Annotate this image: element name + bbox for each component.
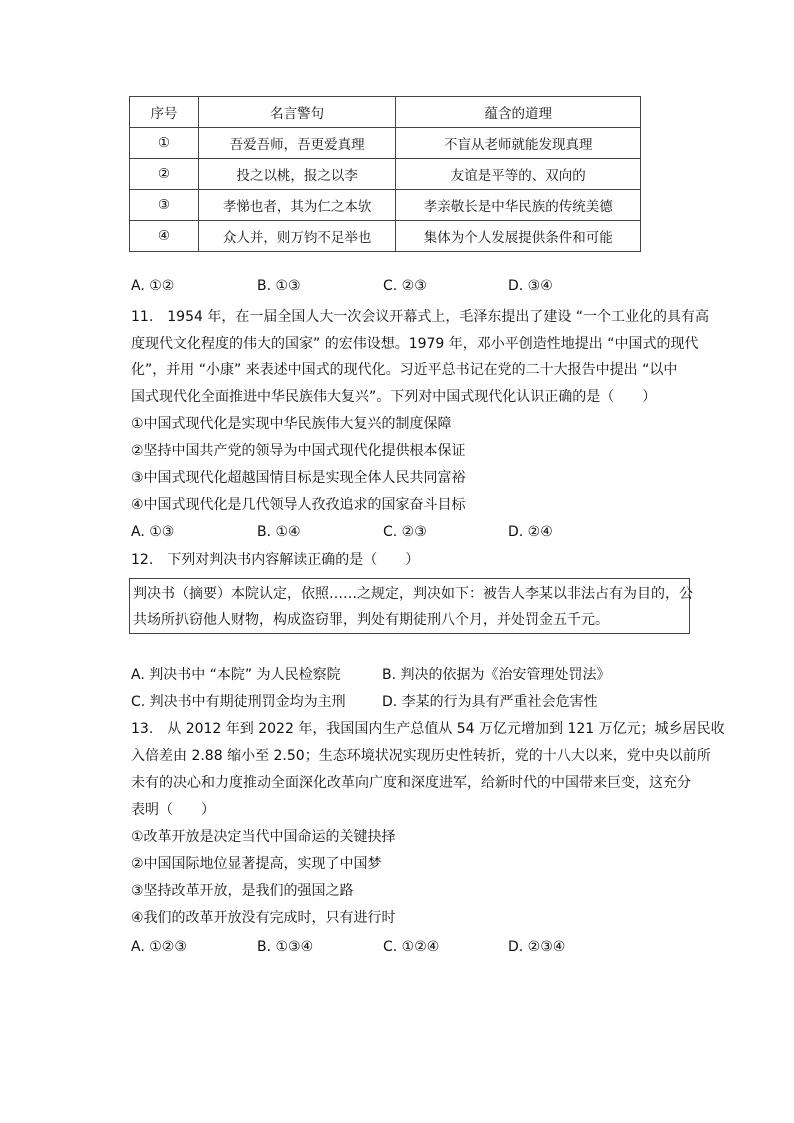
- row-meaning: 集体为个人发展提供条件和可能: [396, 221, 641, 252]
- q11-statement: ③中国式现代化超越国情目标是实现全体人民共同富裕: [131, 470, 466, 486]
- q11-statement: ①中国式现代化是实现中华民族伟大复兴的制度保障: [131, 416, 452, 432]
- table-row: [130, 128, 641, 159]
- header-index: 序号: [130, 97, 199, 128]
- q12-stem: 12. 下列对判决书内容解读正确的是（ ）: [131, 552, 420, 568]
- row-index: ④: [130, 221, 199, 252]
- row-meaning: 不盲从老师就能发现真理: [396, 128, 641, 159]
- q13-stem-line: 未有的决心和力度推动全面深化改革向广度和深度进军，给新时代的中国带来巨变，这充分: [131, 775, 691, 791]
- q11-statement: ②坚持中国共产党的领导为中国式现代化提供根本保证: [131, 443, 466, 459]
- quotes-table: [129, 96, 641, 252]
- row-meaning: 孝亲敬长是中华民族的传统美德: [396, 190, 641, 221]
- q13-stem-line: 表明（ ）: [131, 802, 215, 818]
- q10-option-d[interactable]: D. ③④: [508, 278, 553, 294]
- table-row: [130, 190, 641, 221]
- q11-stem-line: 化”，并用 “小康” 来表述中国式的现代化。习近平总书记在党的二十大报告中提出 “以中: [131, 362, 678, 378]
- q12-option-c[interactable]: C. 判决书中有期徒刑罚金均为主刑: [131, 694, 346, 710]
- q13-option-a[interactable]: A. ①②③: [131, 939, 187, 955]
- row-quote: 投之以桃，报之以李: [198, 159, 396, 190]
- q12-option-d[interactable]: D. 李某的行为具有严重社会危害性: [382, 694, 598, 710]
- judgment-line: 共场所扒窃他人财物，构成盗窃罪，判处有期徒刑八个月，并处罚金五千元。: [133, 612, 609, 628]
- row-index: ①: [130, 128, 199, 159]
- q13-option-b[interactable]: B. ①③④: [257, 939, 314, 955]
- table-header-row: [130, 97, 641, 128]
- q13-statement: ②中国国际地位显著提高，实现了中国梦: [131, 856, 382, 872]
- judgment-excerpt-box: [129, 578, 693, 634]
- row-quote: 吾爱吾师，吾更爱真理: [198, 128, 396, 159]
- q13-stem-line: 13. 从 2012 年到 2022 年，我国国内生产总值从 54 万亿元增加到 121 万亿元；城乡居民收: [131, 721, 725, 737]
- q11-stem-line: 11. 1954 年，在一届全国人大一次会议开幕式上，毛泽东提出了建设 “一个工业化的具有高: [131, 309, 710, 325]
- q10-option-a[interactable]: A. ①②: [131, 278, 175, 294]
- q13-option-d[interactable]: D. ②③④: [508, 939, 566, 955]
- q10-option-b[interactable]: B. ①③: [257, 278, 301, 294]
- table-row: [130, 221, 641, 252]
- q13-statement: ①改革开放是决定当代中国命运的关键抉择: [131, 829, 396, 845]
- header-quote: 名言警句: [198, 97, 396, 128]
- q13-statement: ③坚持改革开放，是我们的强国之路: [131, 883, 354, 899]
- q11-option-a[interactable]: A. ①③: [131, 524, 175, 540]
- header-meaning: 蕴含的道理: [396, 97, 641, 128]
- q11-statement: ④中国式现代化是几代领导人孜孜追求的国家奋斗目标: [131, 497, 466, 513]
- q12-option-b[interactable]: B. 判决的依据为《治安管理处罚法》: [382, 667, 611, 683]
- row-quote: 众人并，则万钧不足举也: [198, 221, 396, 252]
- q12-option-a[interactable]: A. 判决书中 “本院” 为人民检察院: [131, 667, 341, 683]
- q11-stem-line: 国式现代化全面推进中华民族伟大复兴”。下列对中国式现代化认识正确的是（ ）: [131, 389, 657, 405]
- q11-option-d[interactable]: D. ②④: [508, 524, 553, 540]
- row-index: ③: [130, 190, 199, 221]
- judgment-line: 判决书（摘要）本院认定，依照……之规定，判决如下：被告人李某以非法占有为目的，公: [133, 586, 693, 602]
- q10-option-c[interactable]: C. ②③: [383, 278, 427, 294]
- q13-option-c[interactable]: C. ①②④: [383, 939, 440, 955]
- row-meaning: 友谊是平等的、双向的: [396, 159, 641, 190]
- q11-option-c[interactable]: C. ②③: [383, 524, 427, 540]
- q13-statement: ④我们的改革开放没有完成时，只有进行时: [131, 910, 396, 926]
- q11-stem-line: 度现代文化程度的伟大的国家” 的宏伟设想。1979 年，邓小平创造性地提出 “中国式的现代: [131, 336, 699, 352]
- row-index: ②: [130, 159, 199, 190]
- q13-stem-line: 入倍差由 2.88 缩小至 2.50；生态环境状况实现历史性转折，党的十八大以来，党中央以前所: [131, 748, 711, 764]
- table-row: [130, 159, 641, 190]
- row-quote: 孝悌也者，其为仁之本欤: [198, 190, 396, 221]
- q11-option-b[interactable]: B. ①④: [257, 524, 301, 540]
